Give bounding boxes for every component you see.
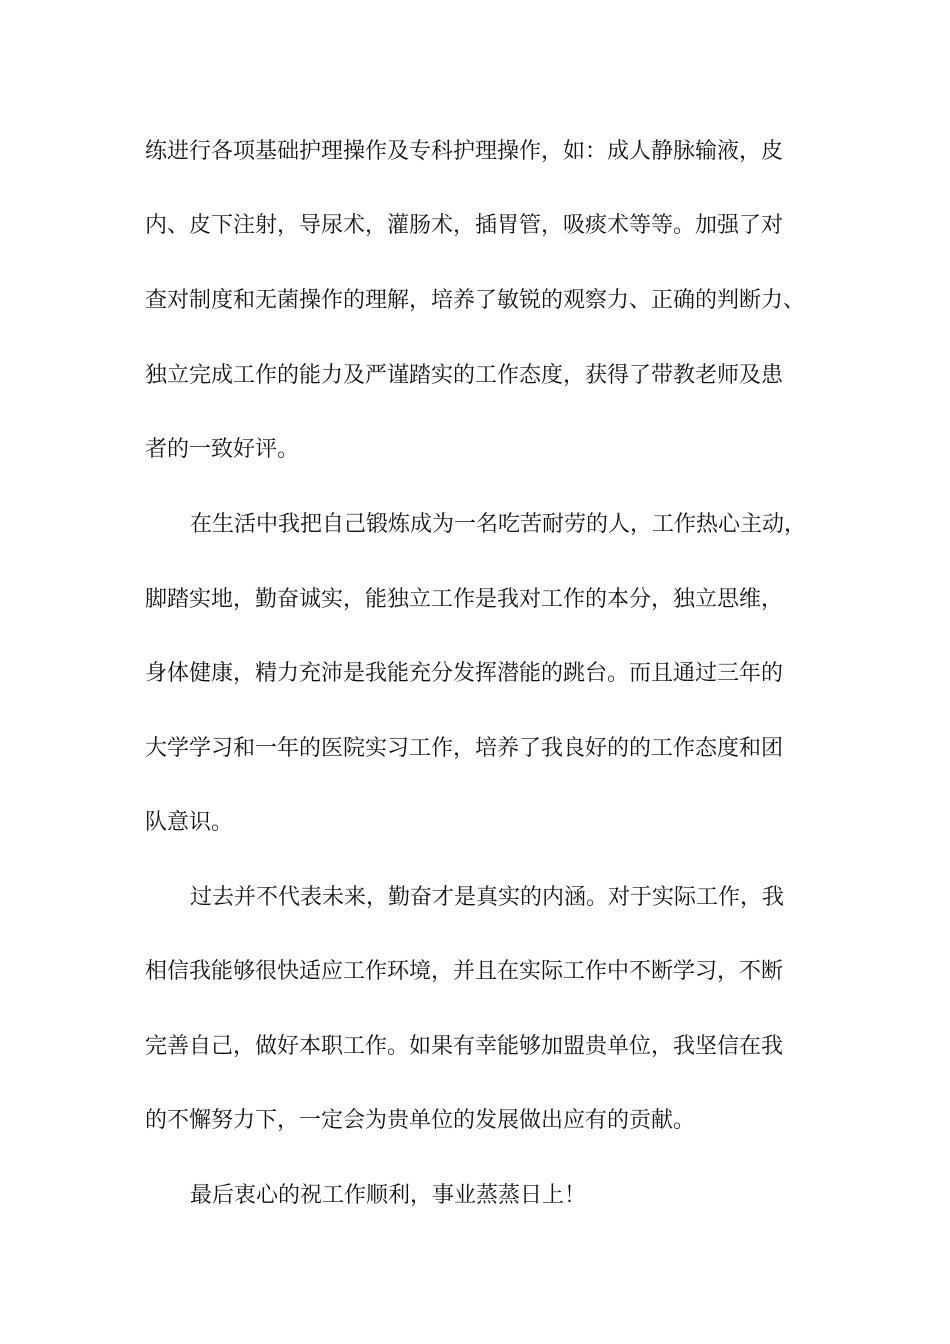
- paragraph-2-line-4: 大学学习和一年的医院实习工作，培养了我良好的的工作态度和团: [145, 736, 784, 761]
- paragraph-1-line-1: 练进行各项基础护理操作及专科护理操作，如：成人静脉输液，皮: [145, 139, 784, 164]
- paragraph-2-line-5: 队意识。: [145, 810, 234, 835]
- paragraph-1-line-2: 内、皮下注射，导尿术，灌肠术，插胃管，吸痰术等等。加强了对: [145, 213, 784, 238]
- paragraph-3-line-3: 完善自己，做好本职工作。如果有幸能够加盟贵单位，我坚信在我: [145, 1034, 784, 1059]
- paragraph-3-line-2: 相信我能够很快适应工作环境，并且在实际工作中不断学习，不断: [145, 959, 784, 984]
- paragraph-3-line-1: 过去并不代表未来，勤奋才是真实的内涵。对于实际工作，我: [190, 885, 785, 910]
- paragraph-1-line-3: 查对制度和无菌操作的理解，培养了敏锐的观察力、正确的判断力、: [145, 288, 806, 313]
- paragraph-4-line-1: 最后衷心的祝工作顺利，事业蒸蒸日上！: [190, 1183, 587, 1208]
- paragraph-2-line-3: 身体健康，精力充沛是我能充分发挥潜能的跳台。而且通过三年的: [145, 661, 784, 686]
- paragraph-3-line-4: 的不懈努力下，一定会为贵单位的发展做出应有的贡献。: [145, 1108, 696, 1133]
- paragraph-2-line-2: 脚踏实地，勤奋诚实，能独立工作是我对工作的本分，独立思维，: [145, 587, 784, 612]
- paragraph-1-line-5: 者的一致好评。: [145, 437, 300, 462]
- paragraph-1-line-4: 独立完成工作的能力及严谨踏实的工作态度，获得了带教老师及患: [145, 363, 784, 388]
- paragraph-2-line-1: 在生活中我把自己锻炼成为一名吃苦耐劳的人，工作热心主动，: [190, 512, 807, 537]
